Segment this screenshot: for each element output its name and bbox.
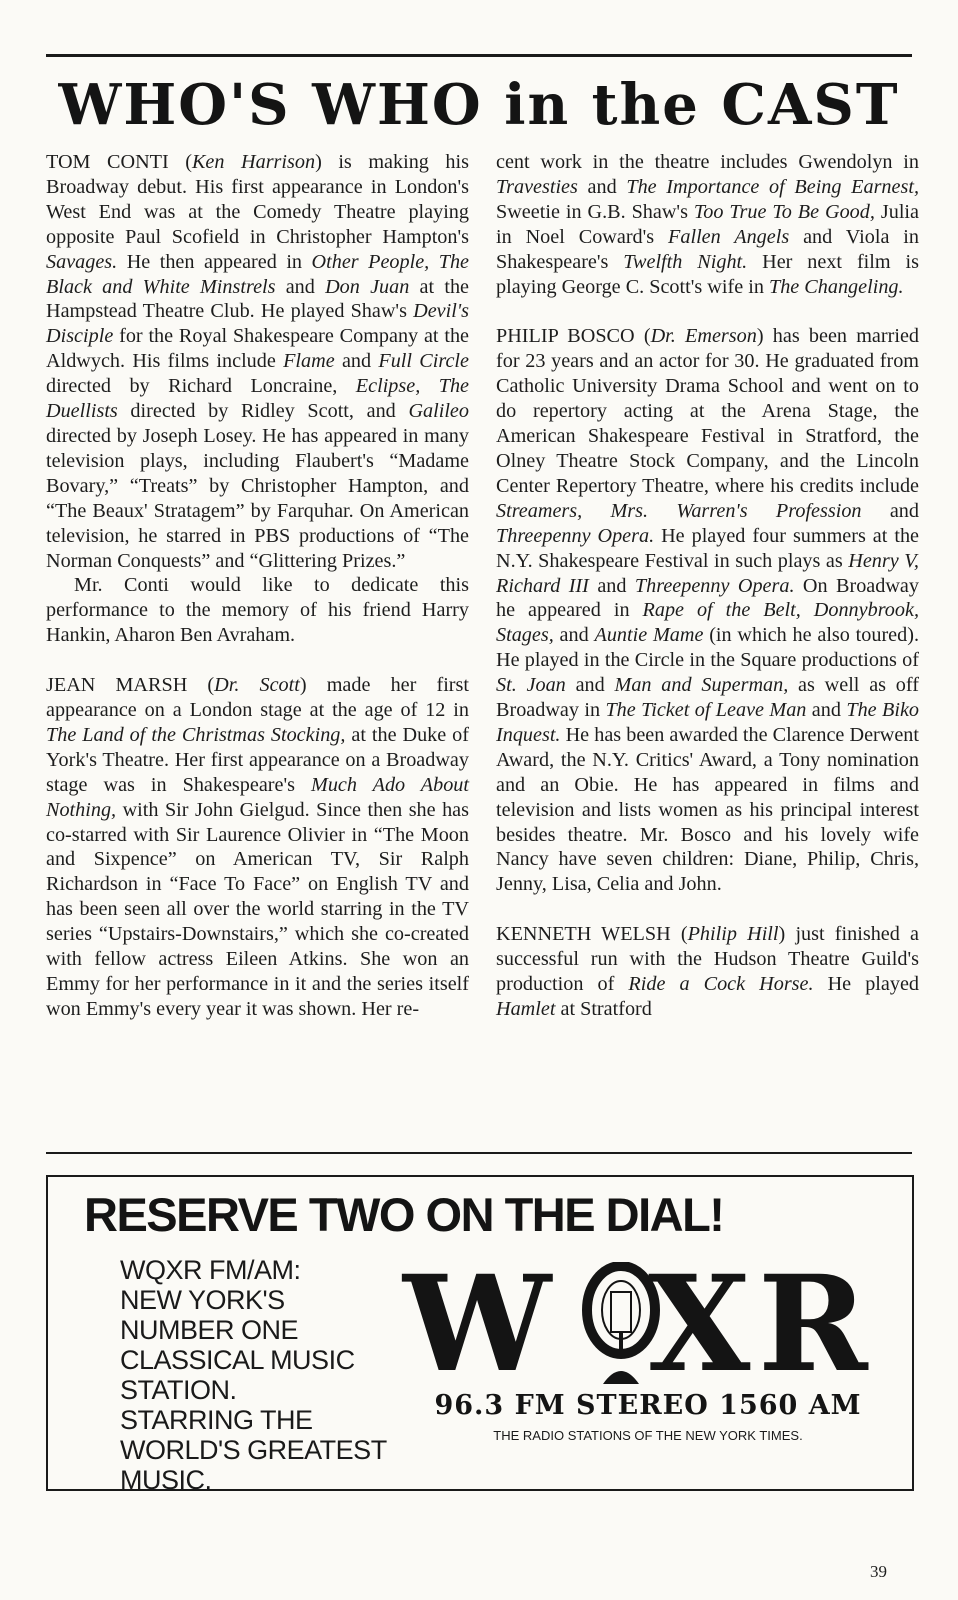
page-number: 39	[870, 1562, 887, 1581]
top-rule	[46, 54, 912, 57]
ad-headline: RESERVE TWO ON THE DIAL!	[84, 1188, 724, 1241]
bio-kenneth-welsh: KENNETH WELSH (Philip Hill) just finished a successful run with the Hudson Theatre Guild's production of Ride a Cock Horse. He played Hamlet at Stratford	[496, 923, 920, 1020]
page-title: WHO'S WHO in the CAST	[58, 72, 900, 138]
dedication: Mr. Conti would like to dedicate this performance to the memory of his friend Harry Hankin, Aharon Ben Avraham.	[46, 574, 469, 647]
wqxr-logo	[403, 1247, 883, 1402]
bio-jean-marsh: JEAN MARSH (Dr. Scott) made her first appearance on a London stage at the age of 12 in The Land of the Christmas Stocking, at the Duke of York's Theatre. Her first appearance on a Broadway stage was in Shakespeare's Much Ado About Nothing, with Sir John Gielgud. Since then she has co-starred with Sir Laurence Olivier in “The Moon and Sixpence” on American TV, Sir Ralph Richardson in “Face To Face” on English TV and has been seen all over the world starring in the TV series “Upstairs-Downstairs,” which she co-created with fellow actress Eileen Atkins. She won an Emmy for her performance in it and the series itself won Emmy's every year it was shown. Her re-	[46, 674, 469, 1020]
bio-philip-bosco: PHILIP BOSCO (Dr. Emerson) has been married for 23 years and an actor for 30. He graduated from Catholic University Drama School and went on to do repertory acting at the Arena Stage, the American Shakespeare Festival in Stratford, the Olney Theatre Stock Company, and the Lincoln Center Repertory Theatre, where his credits include Streamers, Mrs. Warren's Profession and Threepenny Opera. He played four summers at the N.Y. Shakespeare Festival in such plays as Henry V, Richard III and Threepenny Opera. On Broadway he appeared in Rape of the Belt, Donnybrook, Stages, and Auntie Mame (in which he also toured). He played in the Circle in the Square productions of St. Joan and Man and Superman, as well as off Broadway in The Ticket of Leave Man and The Biko Inquest. He has been awarded the Clarence Derwent Award, the N.Y. Critics' Award, a Tony nomination and an Obie. He has appeared in films and television and lists women as his principal interest besides theatre. Mr. Bosco and his lovely wife Nancy have seven children: Diane, Philip, Chris, Jenny, Lisa, Celia and John.	[496, 325, 920, 896]
ad-tagline: THE RADIO STATIONS OF THE NEW YORK TIMES.	[493, 1428, 803, 1443]
section-divider	[46, 1152, 912, 1154]
wqxr-advertisement	[46, 1175, 914, 1495]
ad-frequencies: 96.3 FM STEREO 1560 AM	[434, 1390, 862, 1421]
ad-copy: WQXR FM/AM: NEW YORK'S NUMBER ONE CLASSICAL MUSIC STATION. STARRING THE WORLD'S GREATEST MUSIC.	[120, 1255, 387, 1495]
left-column	[46, 150, 469, 1022]
logo-letter-w: W	[403, 1247, 552, 1402]
logo-letter-x: X	[648, 1247, 751, 1402]
bio-jean-marsh-continued: cent work in the theatre includes Gwendolyn in Travesties and The Importance of Being Earnest, Sweetie in G.B. Shaw's Too True To Be Good, Julia in Noel Coward's Fallen Angels and Viola in Shakespeare's Twelfth Night. Her next film is playing George C. Scott's wife in The Changeling.	[496, 151, 919, 298]
logo-letter-r: R	[758, 1247, 868, 1402]
bio-tom-conti: TOM CONTI (Ken Harrison) is making his Broadway debut. His first appearance in London's West End was at the Comedy Theatre playing opposite Paul Scofield in Christopher Hampton's Savages. He then appeared in Other People, The Black and White Minstrels and Don Juan at the Hampstead Theatre Club. He played Shaw's Devil's Disciple for the Royal Shakespeare Company at the Aldwych. His films include Flame and Full Circle directed by Richard Loncraine, Eclipse, The Duellists directed by Ridley Scott, and Galileo directed by Joseph Losey. He has appeared in many television plays, including Flaubert's “Madame Bovary,” “Treats” by Christopher Hampton, and “The Beaux' Stratagem” by Farquhar. On American television, he starred in PBS productions of “The Norman Conquests” and “Glittering Prizes.”	[46, 151, 469, 572]
right-column	[496, 150, 919, 1022]
